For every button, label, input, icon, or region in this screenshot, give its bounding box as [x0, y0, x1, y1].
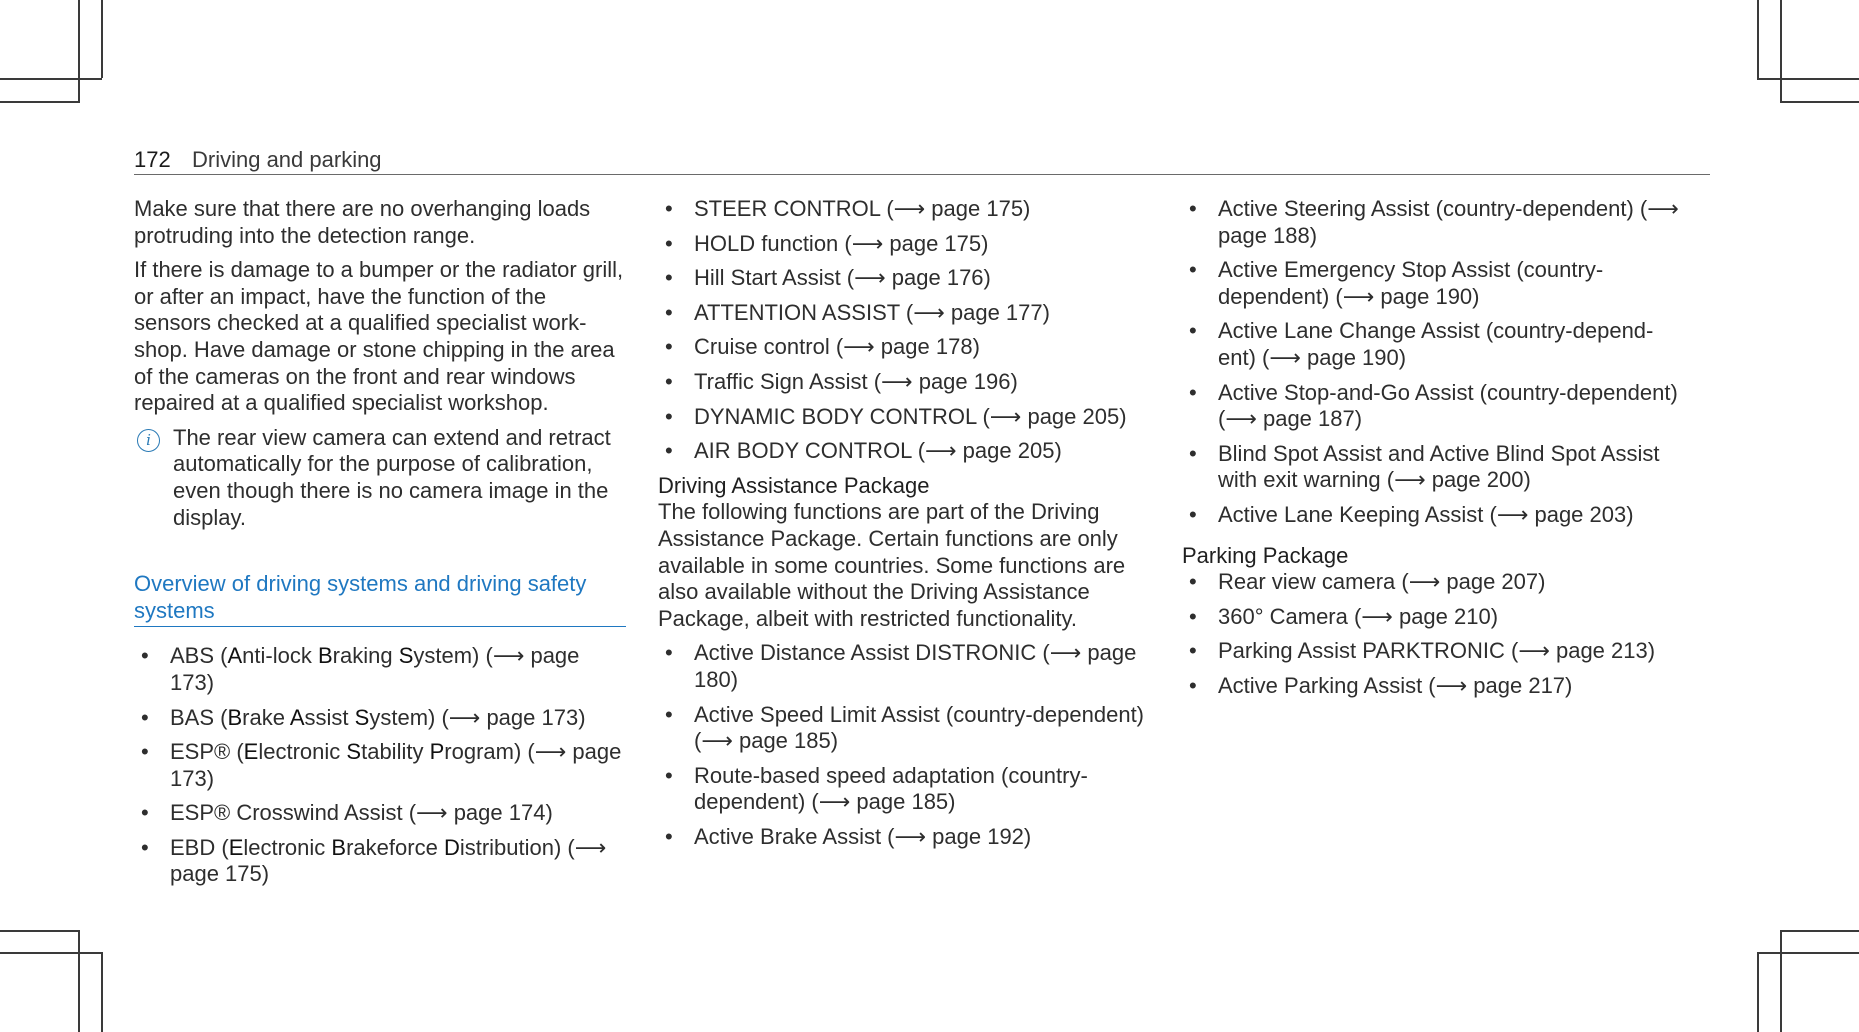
list-item: • Cruise control (⟶ page 178): [665, 334, 980, 360]
crop-mark: [78, 0, 80, 103]
bullet-icon: •: [141, 739, 149, 765]
crop-mark: [0, 930, 79, 932]
bullet-icon: •: [665, 701, 673, 727]
list-item: • STEER CONTROL (⟶ page 175): [665, 196, 1031, 221]
list-item: • Active Emergency Stop Assist (country-dependent) (⟶ page 190): [1189, 257, 1604, 309]
bullet-icon: •: [665, 438, 673, 464]
bullet-icon: •: [1189, 379, 1197, 405]
package-heading: Driving Assistance Package: [658, 472, 930, 498]
list-item: • Active Lane Keeping Assist (⟶ page 203): [1189, 501, 1634, 527]
list-item: • Active Stop-and-Go Assist (country-dependent) (⟶ page 187): [1189, 379, 1678, 432]
bullet-icon: •: [665, 640, 673, 666]
crop-mark: [1757, 952, 1759, 1032]
systems-list: [1182, 196, 1682, 529]
crop-mark: [1757, 78, 1859, 80]
bullet-icon: •: [665, 823, 673, 849]
list-item: • ATTENTION ASSIST (⟶ page 177): [665, 299, 1050, 325]
column-middle: [658, 196, 1158, 858]
bullet-icon: •: [665, 196, 673, 221]
list-item: • Active Brake Assist (⟶ page 192): [665, 823, 1032, 849]
paragraph: If there is damage to a bumper or the radiator grill, or after an impact, have the function of the sensors checked at a qualified specialist workshop. Have damage or stone chipping in the area of the cameras on the front and rear windows repaired at a qualified specialist workshop.: [134, 257, 624, 416]
crop-mark: [1780, 930, 1859, 932]
crop-mark: [101, 0, 103, 78]
list-item: • Blind Spot Assist and Active Blind Spot Assist with exit warning (⟶ page 200): [1189, 440, 1660, 493]
list-item: • Active Parking Assist (⟶ page 217): [1189, 672, 1573, 698]
bullet-icon: •: [1189, 440, 1197, 466]
list-item: • Hill Start Assist (⟶ page 176): [665, 265, 991, 291]
column-left: [134, 196, 629, 896]
crop-mark: [0, 952, 102, 954]
bullet-icon: •: [665, 265, 673, 291]
crop-mark: [1757, 0, 1759, 78]
list-item: • HOLD function (⟶ page 175): [665, 230, 989, 256]
list-item: • Parking Assist PARKTRONIC (⟶ page 213): [1189, 638, 1656, 664]
list-item: • Route-based speed adaptation (country-dependent) (⟶ page 185): [665, 762, 1088, 815]
bullet-icon: •: [1189, 257, 1197, 283]
bullet-icon: •: [141, 643, 149, 669]
bullet-icon: •: [141, 834, 149, 860]
paragraph: Make sure that there are no overhanging loads protruding into the detection range.: [134, 196, 591, 248]
crop-mark: [1780, 0, 1782, 103]
bullet-icon: •: [141, 800, 149, 826]
list-item: • AIR BODY CONTROL (⟶ page 205): [665, 438, 1062, 464]
info-note: [134, 425, 629, 531]
page-number: 172: [134, 147, 171, 172]
page-header: [134, 142, 1710, 175]
bullet-icon: •: [665, 334, 673, 360]
list-item: • Traffic Sign Assist (⟶ page 196): [665, 368, 1018, 394]
bullet-icon: •: [665, 299, 673, 325]
list-item: • Active Steering Assist (country-dependent) (⟶ page 188): [1189, 196, 1679, 248]
crop-mark: [78, 930, 80, 1032]
bullet-icon: •: [1189, 638, 1197, 664]
package-heading: Parking Package: [1182, 542, 1349, 568]
list-item: • 360° Camera (⟶ page 210): [1189, 603, 1499, 629]
paragraph: The following functions are part of the Driving Assistance Package. Certain functions are only available in some countries. Some functions are also available without the Driving Assistance Package, albeit with restricted functionality.: [658, 499, 1126, 631]
section-title: Driving and parking: [192, 147, 382, 172]
list-item: • ESP® Crosswind Assist (⟶ page 174): [141, 800, 553, 826]
bullet-icon: •: [1189, 196, 1197, 221]
bullet-icon: •: [1189, 569, 1197, 595]
section-heading: Overview of driving systems and driving safety systems: [134, 571, 626, 627]
bullet-icon: •: [665, 403, 673, 429]
bullet-icon: •: [665, 762, 673, 788]
list-item: • ABS (Anti-lock Braking System) (⟶ page 173): [141, 643, 580, 695]
parking-list: [1182, 569, 1682, 699]
package-list: [658, 640, 1158, 850]
bullet-icon: •: [1189, 501, 1197, 527]
list-item: • Active Lane Change Assist (country-dependent) (⟶ page 190): [1189, 318, 1654, 370]
crop-mark: [1780, 930, 1782, 1032]
bullet-icon: •: [665, 230, 673, 256]
info-icon: i: [137, 429, 160, 452]
column-right: [1182, 196, 1682, 708]
note-text: The rear view camera can extend and retract automatically for the purpose of calibration, even though there is no camera image in the display.: [173, 424, 611, 530]
bullet-icon: •: [141, 704, 149, 730]
list-item: • Rear view camera (⟶ page 207): [1189, 569, 1546, 595]
crop-mark: [1780, 101, 1859, 103]
list-item: • DYNAMIC BODY CONTROL (⟶ page 205): [665, 403, 1127, 429]
crop-mark: [1757, 952, 1859, 954]
list-item: • ESP® (Electronic Stability Program) (⟶ page 173): [141, 739, 622, 791]
bullet-icon: •: [1189, 318, 1197, 344]
list-item: • Active Speed Limit Assist (country-dependent) (⟶ page 185): [665, 701, 1145, 754]
bullet-icon: •: [1189, 672, 1197, 698]
list-item: • Active Distance Assist DISTRONIC (⟶ page 180): [665, 640, 1137, 692]
list-item: • BAS (Brake Assist System) (⟶ page 173): [141, 704, 586, 730]
list-item: • EBD (Electronic Brakeforce Distribution) (⟶ page 175): [141, 834, 607, 887]
bullet-icon: •: [1189, 603, 1197, 629]
crop-mark: [0, 78, 102, 80]
systems-list: [134, 643, 629, 888]
bullet-icon: •: [665, 368, 673, 394]
crop-mark: [101, 952, 103, 1032]
crop-mark: [0, 101, 79, 103]
systems-list: [658, 196, 1158, 465]
